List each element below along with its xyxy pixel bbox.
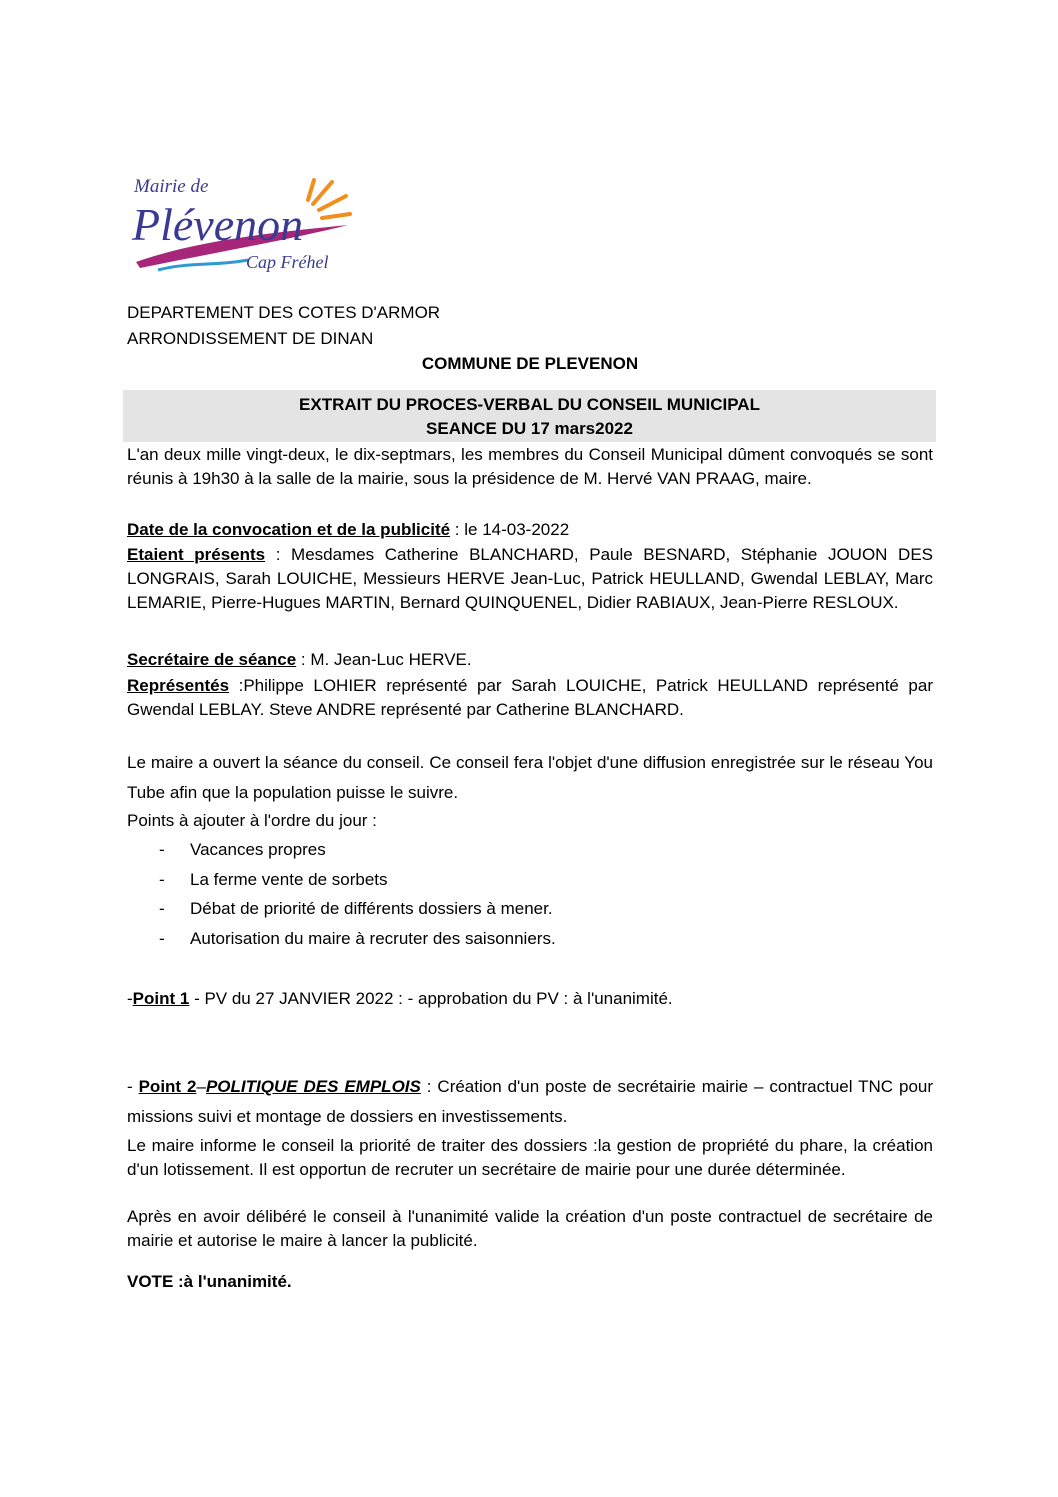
logo-line3: Cap Fréhel bbox=[246, 252, 329, 272]
vote-result: VOTE :à l'unanimité. bbox=[127, 1272, 292, 1291]
secretaire-value: : M. Jean-Luc HERVE. bbox=[296, 650, 472, 669]
point1-label: Point 1 bbox=[132, 989, 190, 1008]
convocation-value: : le 14-03-2022 bbox=[450, 520, 570, 539]
point1-prefix: - bbox=[127, 989, 133, 1008]
point2-paragraph bbox=[127, 1072, 933, 1132]
representes-value: :Philippe LOHIER représenté par Sarah LOUICHE, Patrick HEULLAND représenté par Gwendal LEBLAY. Steve ANDRE représenté par Catherine BLANCHARD. bbox=[127, 676, 933, 719]
convocation-label: Date de la convocation et de la publicité bbox=[127, 520, 451, 539]
presents-paragraph bbox=[127, 543, 933, 615]
mairie-logo bbox=[128, 170, 358, 280]
intro-paragraph: L'an deux mille vingt-deux, le dix-septmars, les membres du Conseil Municipal dûment convoqués se sont réunis à 19h30 à la salle de la mairie, sous la présidence de M. Hervé VAN PRAAG, maire. bbox=[127, 445, 933, 488]
point2-title: POLITIQUE DES EMPLOIS bbox=[205, 1077, 421, 1096]
presents-value: : Mesdames Catherine BLANCHARD, Paule BESNARD, Stéphanie JOUON DES LONGRAIS, Sarah LOUICHE, Messieurs HERVE Jean-Luc, Patrick HEULLAND, Gwendal LEBLAY, Marc LEMARIE, Pierre-Hugues MARTIN, Bernard QUINQUENEL, Didier RABIAUX, Jean-Pierre RESLOUX. bbox=[127, 545, 934, 612]
secretaire-label: Secrétaire de séance bbox=[127, 650, 297, 669]
representes-label: Représentés bbox=[127, 676, 230, 695]
list-item: - Vacances propres bbox=[159, 840, 326, 859]
point2-info-paragraph: Le maire informe le conseil la priorité de traiter des dossiers :la gestion de propriété du phare, la création d'un lotissement. Il est opportun de recruter un secrétaire de mairie pour une durée déterminée. bbox=[127, 1136, 933, 1179]
points-intro: Points à ajouter à l'ordre du jour : bbox=[127, 811, 377, 830]
logo-line1: Mairie de bbox=[134, 176, 209, 197]
point2-decision-paragraph: Après en avoir délibéré le conseil à l'unanimité valide la création d'un poste contractuel de secrétaire de mairie et autorise le maire à lancer la publicité. bbox=[127, 1207, 933, 1250]
list-item: - La ferme vente de sorbets bbox=[159, 869, 388, 889]
point2-label: Point 2 bbox=[138, 1077, 197, 1096]
proces-verbal-banner bbox=[123, 390, 936, 442]
secretaire-line bbox=[127, 648, 933, 672]
logo-sun-rays-icon bbox=[308, 180, 350, 218]
opening-paragraph: Le maire a ouvert la séance du conseil. Ce conseil fera l'objet d'une diffusion enregistrée sur le réseau You Tube afin que la population puisse le suivre. bbox=[127, 753, 933, 802]
representes-paragraph bbox=[127, 674, 933, 722]
department-line: DEPARTEMENT DES COTES D'ARMOR bbox=[127, 303, 441, 322]
point2-dash: – bbox=[196, 1077, 206, 1096]
banner-seance: SEANCE DU 17 mars2022 bbox=[426, 419, 633, 438]
points-list bbox=[127, 838, 933, 956]
list-item: - Autorisation du maire à recruter des saisonniers. bbox=[159, 928, 556, 948]
logo-line2: Plévenon bbox=[132, 199, 304, 250]
presents-label: Etaient présents bbox=[127, 545, 266, 564]
point2-prefix: - bbox=[127, 1077, 139, 1096]
point1-text: - PV du 27 JANVIER 2022 : - approbation du PV : à l'unanimité. bbox=[189, 989, 673, 1008]
list-item: - Débat de priorité de différents dossiers à mener. bbox=[159, 899, 553, 918]
point2-text: : Création d'un poste de secrétairie mairie – contractuel TNC pour missions suivi et montage de dossiers en investissements. bbox=[127, 1077, 934, 1126]
arrondissement-line: ARRONDISSEMENT DE DINAN bbox=[127, 329, 374, 348]
commune-title: COMMUNE DE PLEVENON bbox=[421, 354, 639, 373]
logo-graphic bbox=[128, 170, 358, 280]
banner-title: EXTRAIT DU PROCES-VERBAL DU CONSEIL MUNICIPAL bbox=[299, 395, 760, 414]
convocation-line bbox=[127, 518, 933, 542]
point1-line bbox=[127, 987, 933, 1011]
